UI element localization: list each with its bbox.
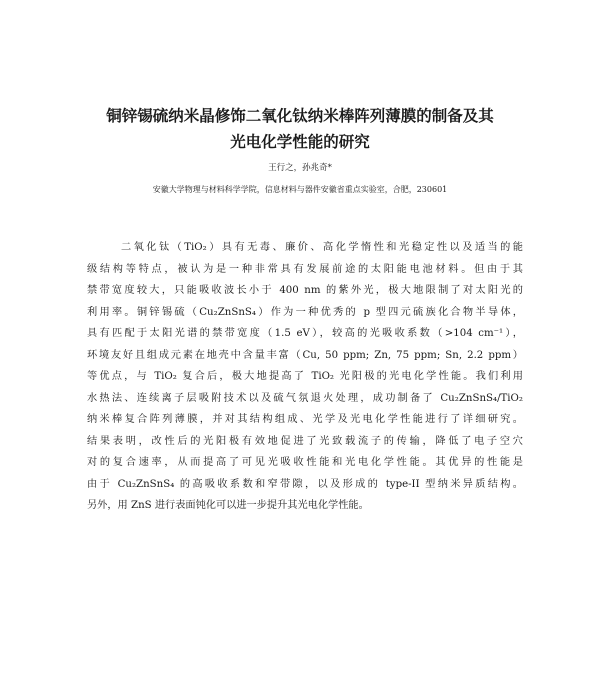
authors: 王行之，孙兆奇* (268, 163, 332, 173)
abstract-line: 环境友好且组成元素在地壳中含量丰富（Cu, 50 ppm; Zn, 75 ppm; Sn, 2.2 ppm） (87, 349, 523, 361)
abstract-line: 级结构等特点，被认为是一种非常具有发展前途的太阳能电池材料。但由于其 (87, 263, 523, 275)
abstract-line: 等优点，与 TiO₂ 复合后，极大地提高了 TiO₂ 光阳极的光电化学性能。我们利用 (87, 371, 523, 382)
affiliation: 安徽大学物理与材料科学学院，信息材料与器件安徽省重点实验室，合肥，230601 (152, 185, 448, 194)
abstract-line: 由于 Cu₂ZnSnS₄ 的高吸收系数和窄带隙，以及形成的 type-II 型纳米异质结构。 (87, 478, 523, 490)
paper-title-line-1: 铜锌锡硫纳米晶修饰二氧化钛纳米棒阵列薄膜的制备及其 (106, 107, 494, 125)
paper-title-line-2: 光电化学性能的研究 (230, 133, 370, 151)
abstract-line: 禁带宽度较大，只能吸收波长小于 400 nm 的紫外光，极大地限制了对太阳光的 (87, 285, 523, 296)
abstract-line: 具有匹配于太阳光谱的禁带宽度（1.5 eV），较高的光吸收系数（>104 cm⁻¹）， (87, 328, 523, 339)
abstract-line: 对的复合速率，从而提高了可见光吸收性能和光电化学性能。其优异的性能是 (87, 457, 523, 468)
abstract-line: 纳米棒复合阵列薄膜，并对其结构组成、光学及光电化学性能进行了详细研究。 (87, 414, 523, 425)
abstract-line: 结果表明，改性后的光阳极有效地促进了光致载流子的传输，降低了电子空穴 (87, 435, 523, 447)
abstract-line: 另外，用 ZnS 进行表面钝化可以进一步提升其光电化学性能。 (87, 500, 369, 511)
abstract-line: 利用率。铜锌锡硫（Cu₂ZnSnS₄）作为一种优秀的 p 型四元硫族化合物半导体， (87, 306, 523, 318)
abstract-line: 水热法、连续离子层吸附技术以及硫气氛退火处理，成功制备了 Cu₂ZnSnS₄/TiO₂ (87, 392, 523, 404)
abstract (87, 237, 523, 517)
abstract-line: 二氧化钛（TiO₂）具有无毒、廉价、高化学惰性和光稳定性以及适当的能 (121, 242, 523, 253)
